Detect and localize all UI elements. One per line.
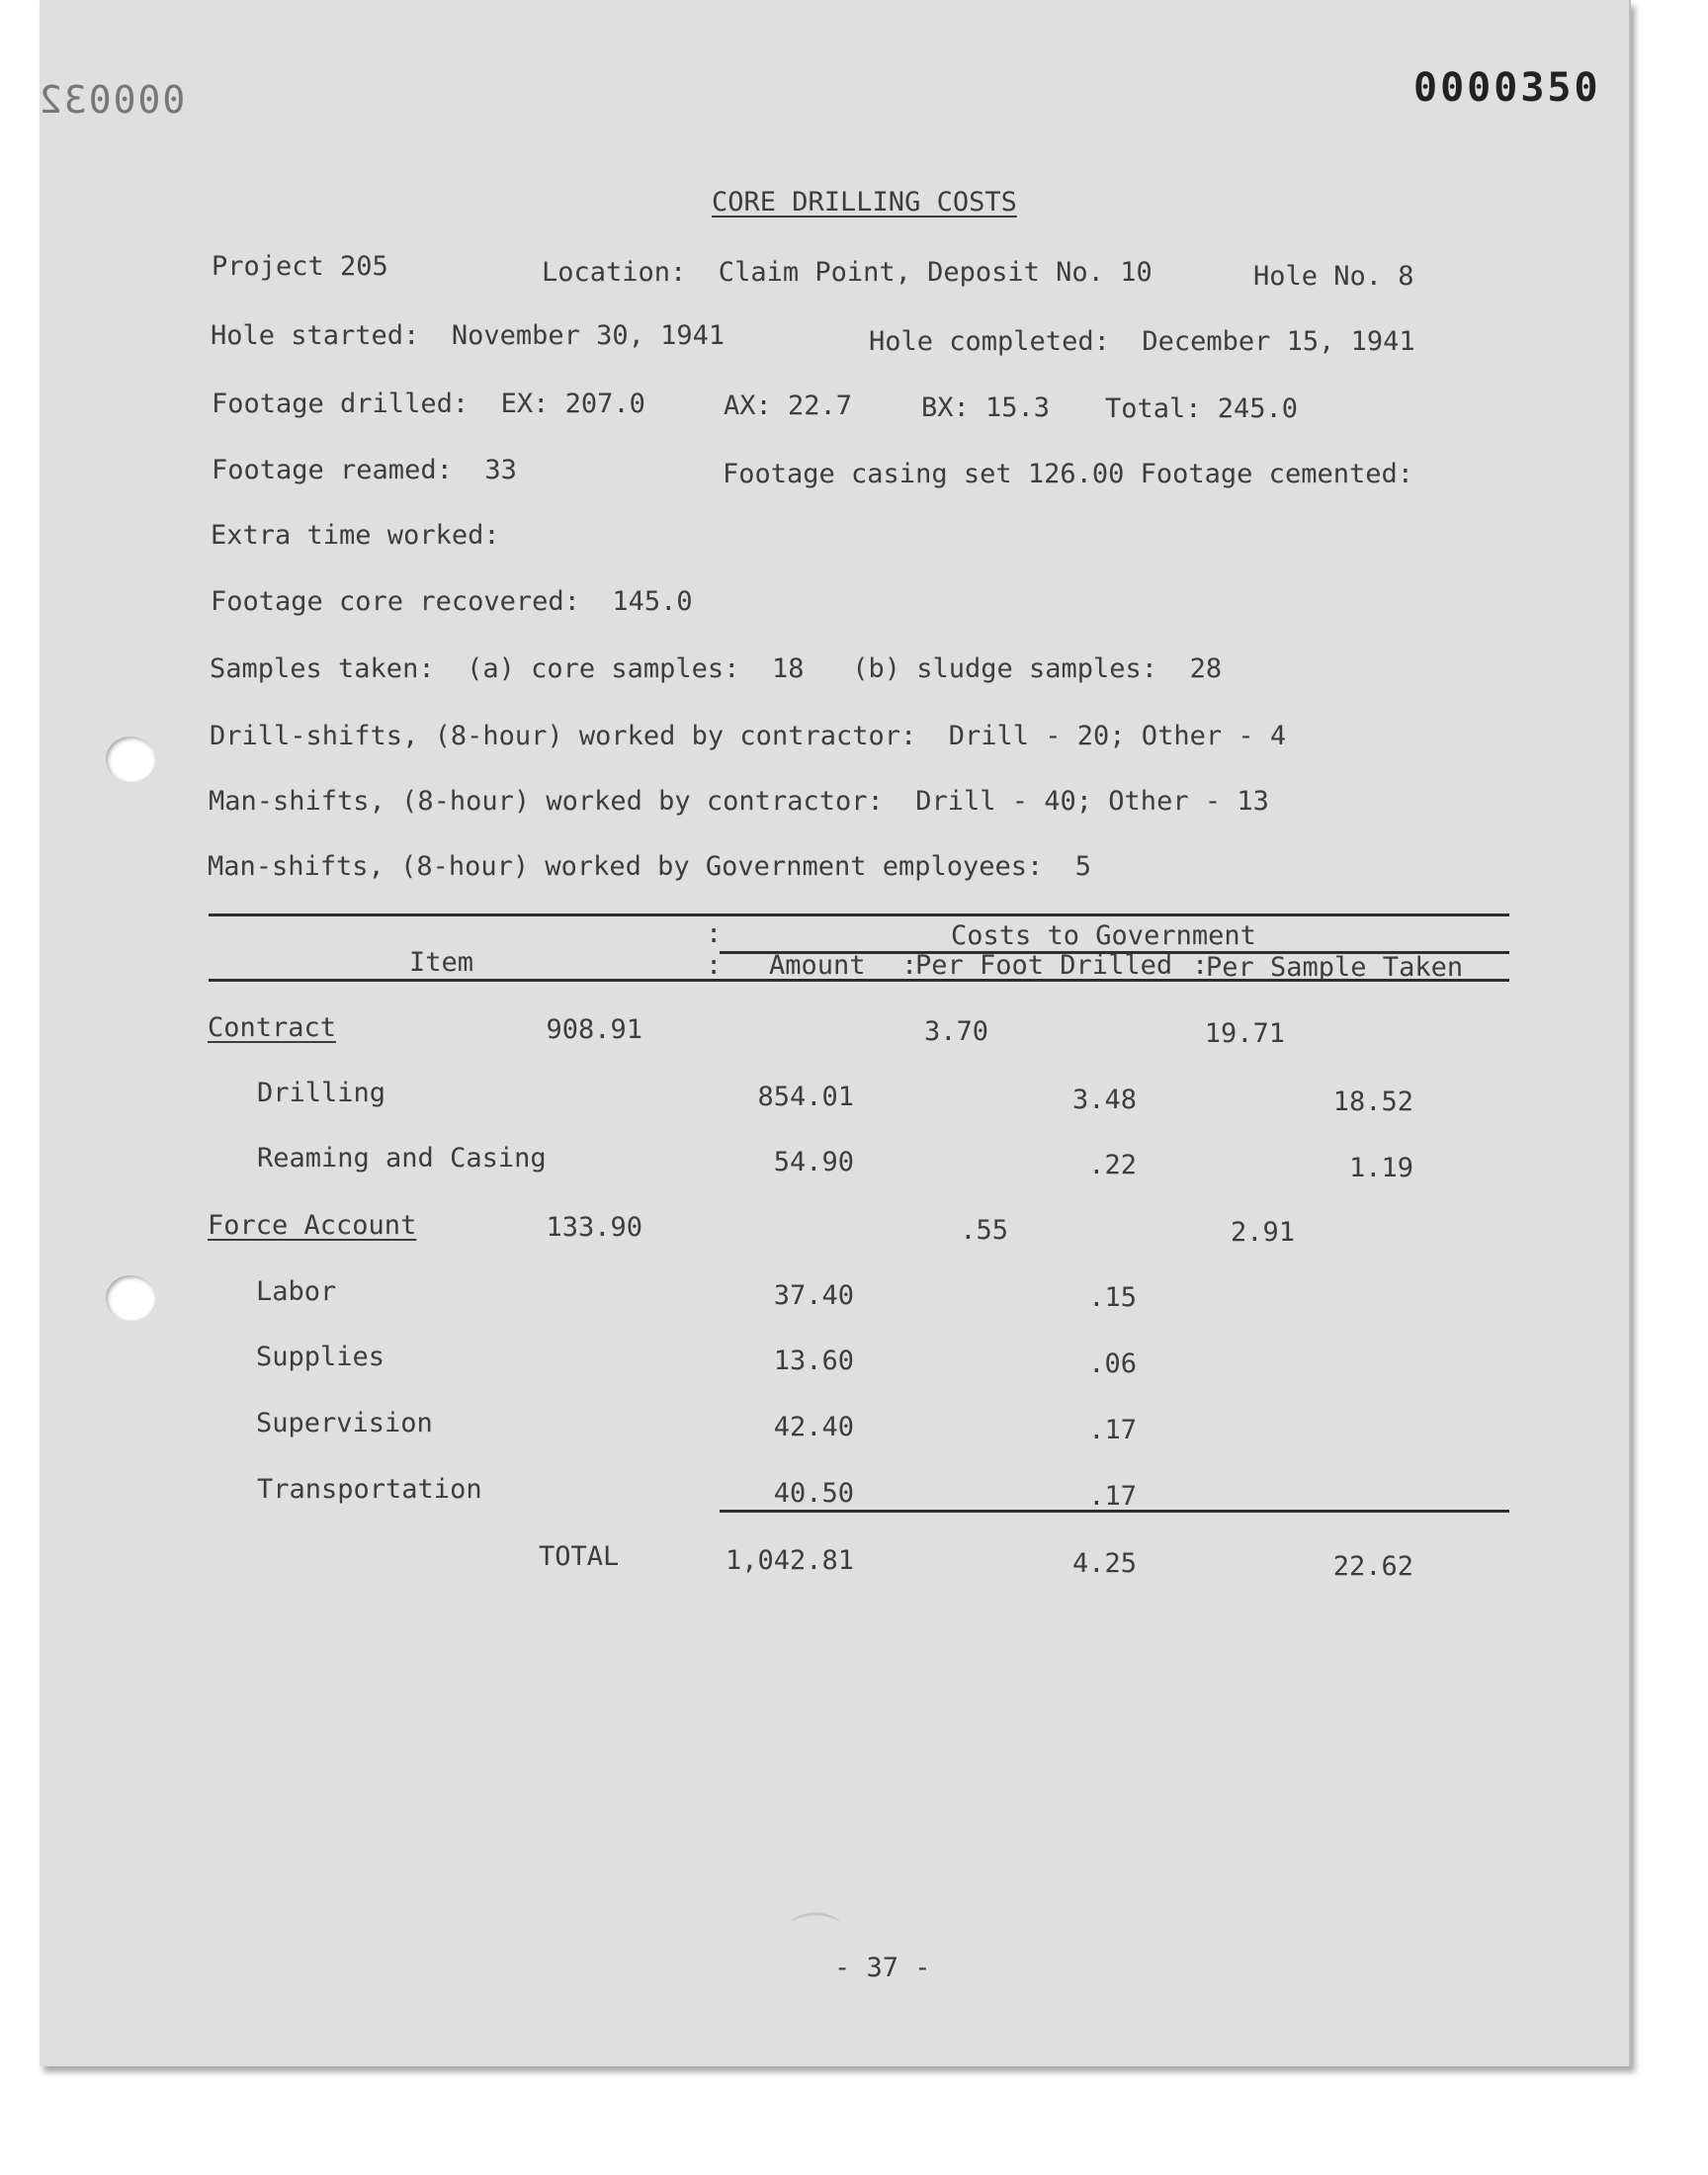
row-per-sample: 1.19 (1348, 1153, 1413, 1183)
column-header-amount: Amount (769, 950, 866, 981)
location: Location: Claim Point, Deposit No. 10 (542, 257, 1153, 288)
row-label: Drilling (257, 1078, 386, 1108)
extra-time-worked: Extra time worked: (211, 520, 500, 551)
row-per-foot: .22 (1088, 1150, 1137, 1180)
row-amount: 1,042.81 (725, 1545, 854, 1576)
mirrored-document-number: 000032 (38, 78, 186, 122)
column-divider-colon: : (706, 950, 723, 981)
row-per-foot: 4.25 (1071, 1548, 1137, 1579)
column-header-per-foot: Per Foot Drilled (915, 950, 1173, 981)
table-top-rule (209, 914, 1509, 916)
row-per-sample: 22.62 (1332, 1551, 1413, 1582)
row-label: TOTAL (539, 1541, 620, 1572)
row-label: Labor (256, 1276, 337, 1307)
row-amount: 54.90 (773, 1147, 854, 1177)
drill-shifts: Drill-shifts, (8-hour) worked by contractor: Drill - 20; Other - 4 (210, 721, 1287, 751)
man-shifts-government: Man-shifts, (8-hour) worked by Government employees: 5 (208, 851, 1092, 882)
samples-taken: Samples taken: (a) core samples: 18 (b) sludge samples: 28 (210, 653, 1223, 684)
footage-total: Total: 245.0 (1105, 393, 1299, 424)
footage-drilled: Footage drilled: EX: 207.0 (212, 389, 645, 419)
row-amount: 37.40 (773, 1280, 854, 1311)
group-header-costs: Costs to Government (951, 920, 1256, 951)
column-divider-colon: : (1192, 950, 1209, 981)
column-header-item: Item (409, 947, 474, 978)
row-amount: 42.40 (773, 1412, 854, 1442)
row-per-foot: .06 (1088, 1348, 1137, 1379)
footage-casing-cemented: Footage casing set 126.00 Footage cemented: (723, 459, 1413, 489)
column-header-per-sample: Per Sample Taken (1206, 952, 1464, 983)
row-per-foot: .17 (1088, 1415, 1137, 1445)
row-per-sample: 18.52 (1332, 1087, 1413, 1117)
row-per-foot: .55 (960, 1215, 1008, 1246)
column-divider-colon: : (706, 918, 723, 949)
row-per-sample: 2.91 (1230, 1217, 1295, 1248)
page-title: CORE DRILLING COSTS (712, 187, 1017, 218)
hole-number: Hole No. 8 (1253, 261, 1414, 292)
row-label: Transportation (257, 1474, 482, 1505)
total-rule (720, 1510, 1509, 1513)
row-label: Supplies (256, 1342, 385, 1372)
page-number: - 37 - (834, 1953, 931, 1983)
footage-core-recovered: Footage core recovered: 145.0 (211, 586, 693, 617)
punch-hole-upper (106, 737, 155, 782)
row-amount: 13.60 (773, 1346, 854, 1376)
footage-ax: AX: 22.7 (724, 391, 853, 421)
row-label: Reaming and Casing (257, 1143, 547, 1174)
row-label: Force Account (208, 1210, 417, 1241)
row-per-foot: .17 (1088, 1481, 1137, 1512)
row-amount: 40.50 (773, 1478, 854, 1509)
row-per-foot: .15 (1088, 1282, 1137, 1313)
row-per-foot: 3.48 (1071, 1085, 1137, 1115)
footage-reamed: Footage reamed: 33 (212, 455, 517, 485)
document-number: 0000350 (1413, 65, 1601, 111)
row-amount: 133.90 (546, 1212, 642, 1243)
row-label: Supervision (256, 1408, 433, 1438)
punch-hole-lower (106, 1275, 155, 1321)
row-per-foot: 3.70 (923, 1016, 988, 1047)
document-page (40, 0, 1631, 2066)
footage-bx: BX: 15.3 (921, 392, 1051, 423)
faint-pencil-mark: ⌒ (791, 1909, 840, 1966)
column-divider-colon: : (901, 950, 918, 981)
row-amount: 908.91 (546, 1014, 642, 1045)
row-amount: 854.01 (757, 1082, 854, 1112)
man-shifts-contractor: Man-shifts, (8-hour) worked by contractor: Drill - 40; Other - 13 (209, 786, 1269, 817)
hole-completed: Hole completed: December 15, 1941 (869, 326, 1415, 357)
hole-started: Hole started: November 30, 1941 (211, 320, 726, 351)
project-number: Project 205 (212, 251, 388, 282)
row-per-sample: 19.71 (1204, 1018, 1285, 1049)
row-label: Contract (208, 1012, 337, 1043)
